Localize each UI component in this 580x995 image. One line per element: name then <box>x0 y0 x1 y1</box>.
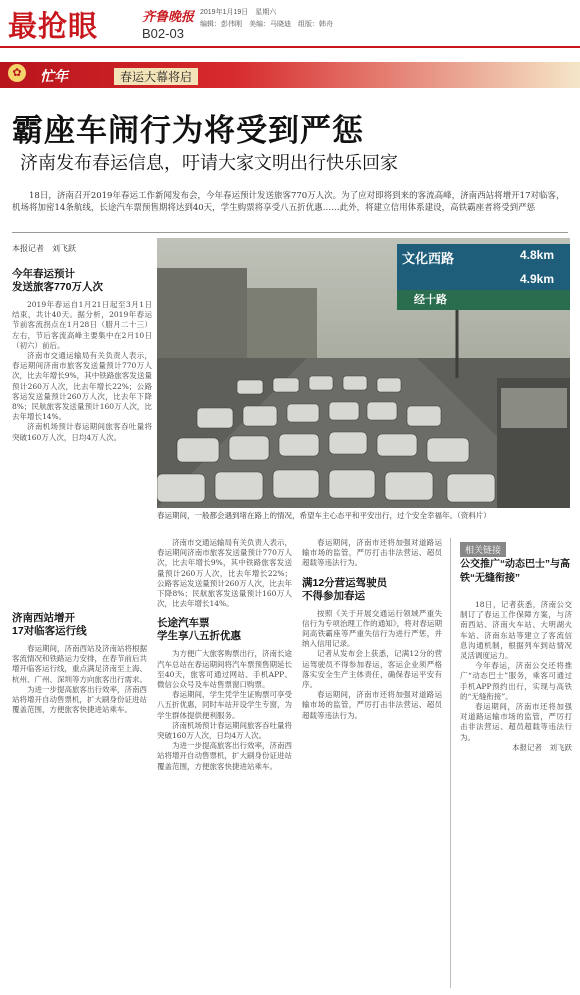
traffic-photo <box>157 238 570 508</box>
section-heading: 济南西站增开 <box>12 612 75 624</box>
paragraph: 18日，记者获悉，济南公交制订了春运工作保障方案，与济南西站、济南火车站、大明湖火车站、济南东站等建立了客流信息沟通机制，根据列车到站情况灵活调度运力。 <box>460 600 572 661</box>
paragraph: 按照《关于开展交通运行领域严重失信行为专项治理工作的通知》，将对春运期间高铁霸座等严重失信行为进行严惩，并纳入信用记录。 <box>302 608 442 649</box>
banner-tag: 忙年 <box>40 69 68 85</box>
photo-caption: 春运期间，一般都会遇到堵在路上的情况，希望车主心态平和平安出行，过个安全幸福年。（资料片） <box>157 511 491 520</box>
road-sign-distance: 4.9km <box>520 272 555 286</box>
section-heading: 今年春运预计 <box>12 268 75 280</box>
traffic-jam-illustration <box>157 238 570 508</box>
related-byline: 本报记者 刘飞跃 <box>512 742 572 752</box>
related-title: 公交推广“动态巴士”与高铁“无缝衔接” <box>460 559 570 584</box>
section-heading: 不得参加春运 <box>302 589 365 602</box>
section-title: 最抢眼 <box>8 9 99 43</box>
column-1-top <box>12 268 152 443</box>
newspaper-logo: 齐鲁晚报 <box>142 10 195 25</box>
related-body <box>460 600 572 753</box>
editors-line: 编辑：彭伟刚 美编：马晓迪 组版：韩舟 <box>200 21 333 28</box>
paragraph: 春运期间，济南西站及济南站将根据客流情况和铁路运力安排，在春节前后共增开临客运行线，重点满足济南至上海、杭州、广州、深圳等方向旅客出行需求。 <box>12 644 147 684</box>
paragraph: 春运期间，济南市还将加强对道路运输市场的监管，严厉打击非法营运、超员超载等违法行为。 <box>302 690 442 720</box>
section-heading: 满12分营运驾驶员 <box>302 576 388 589</box>
paragraph: 济南机场预计春运期间旅客吞吐量将突破160万人次，日均4万人次。 <box>157 720 292 741</box>
paragraph: 2019年春运自1月21日起至3月1日结束，共计40天。据分析，2019年春运节前客流拐点在1月28日（腊月二十三）左右，节后客流高峰主要集中在2月10日（初六）前后。 <box>12 300 152 350</box>
column-rule <box>450 538 451 988</box>
lantern-icon: ✿ <box>8 64 26 82</box>
banner-title: 春运大幕将启 <box>114 68 198 85</box>
section-heading: 长途汽车票 <box>157 617 210 630</box>
road-sign-text: 文化西路 <box>402 251 455 266</box>
paragraph: 济南市交通运输局有关负责人表示，春运期间济南市旅客发送量预计770万人次，比去年增长9%，其中铁路旅客发送量预计260万人次，比去年增长22%；公路客运发送量预计260万人次，比去年下降8%；民航旅客发送量预计160万人次，比去年增长14%。 <box>157 538 292 609</box>
byline: 本报记者 刘飞跃 <box>12 244 76 253</box>
paragraph: 为方便广大旅客购票出行，济南长途汽车总站在春运期间将汽车票预售期延长至40天，旅客可通过网站、手机APP、微信公众号及车站售票窗口购票。 <box>157 649 292 690</box>
column-2 <box>157 538 292 772</box>
topic-banner <box>0 62 580 88</box>
road-sign-text: 经十路 <box>414 294 447 306</box>
column-1-bottom <box>12 612 147 715</box>
section-heading: 学生享八五折优惠 <box>157 630 241 643</box>
subheadline: 济南发布春运信息，吁请大家文明出行快乐回家 <box>20 153 398 173</box>
dateline: 2019年1月19日 星期六 <box>200 9 277 16</box>
headline: 霸座车闹行为将受到严惩 <box>12 113 364 149</box>
section-heading: 17对临客运行线 <box>12 625 87 637</box>
masthead-rule <box>0 46 580 48</box>
paragraph: 济南机场预计春运期间旅客吞吐量将突破160万人次，日均4万人次。 <box>12 422 152 442</box>
paragraph: 为进一步提高旅客出行效率，济南西站将增开自动售票机，扩大刷身份证进站覆盖范围，方便旅客快捷进站乘车。 <box>12 684 147 715</box>
paragraph: 记者从发布会上获悉，记满12分的营运驾驶员不得参加春运，客运企业须严格落实安全生产主体责任，确保春运平安有序。 <box>302 649 442 690</box>
paragraph: 春运期间，学生凭学生证购票可享受八五折优惠，同时车站开设学生专窗，为学生群体提供便利服务。 <box>157 690 292 720</box>
paragraph: 为进一步提高旅客出行效率，济南西站将增开自动售票机，扩大刷身份证进站覆盖范围，方便旅客快捷进站乘车。 <box>157 741 292 771</box>
divider <box>12 232 568 233</box>
column-3 <box>302 538 442 721</box>
road-sign-distance: 4.8km <box>520 248 555 262</box>
related-link-tag: 相关链接 <box>460 542 506 557</box>
paragraph: 春运期间，济南市还将加强对道路运输市场的监管，严厉打击非法营运、超员超载等违法行为。 <box>460 702 572 742</box>
paragraph: 春运期间，济南市还将加强对道路运输市场的监管，严厉打击非法营运、超员超载等违法行为。 <box>302 538 442 568</box>
section-heading: 发送旅客770万人次 <box>12 281 104 293</box>
page-number: B02-03 <box>142 26 184 41</box>
paragraph: 今年春运，济南公交还将推广“动态巴士”服务，乘客可通过手机APP预约出行，实现与高铁的“无缝衔接”。 <box>460 661 572 701</box>
paragraph: 济南市交通运输局有关负责人表示，春运期间济南市旅客发送量预计770万人次，比去年增长9%，其中铁路旅客发送量预计260万人次，比去年增长22%；公路客运发送量预计260万人次，比去年下降8%；民航旅客发送量预计160万人次，比去年增长14%。 <box>12 351 152 422</box>
lead-paragraph: 18日，济南召开2019年春运工作新闻发布会，今年春运预计发送旅客770万人次。为了应对即将到来的客流高峰，济南西站将增开17对临客，机场将加密14条航线，长途汽车票预售期将达到40天，学生购票将享受八五折优惠……此外，将建立信用体系建设，高铁霸座者将受到严惩 <box>12 191 565 213</box>
